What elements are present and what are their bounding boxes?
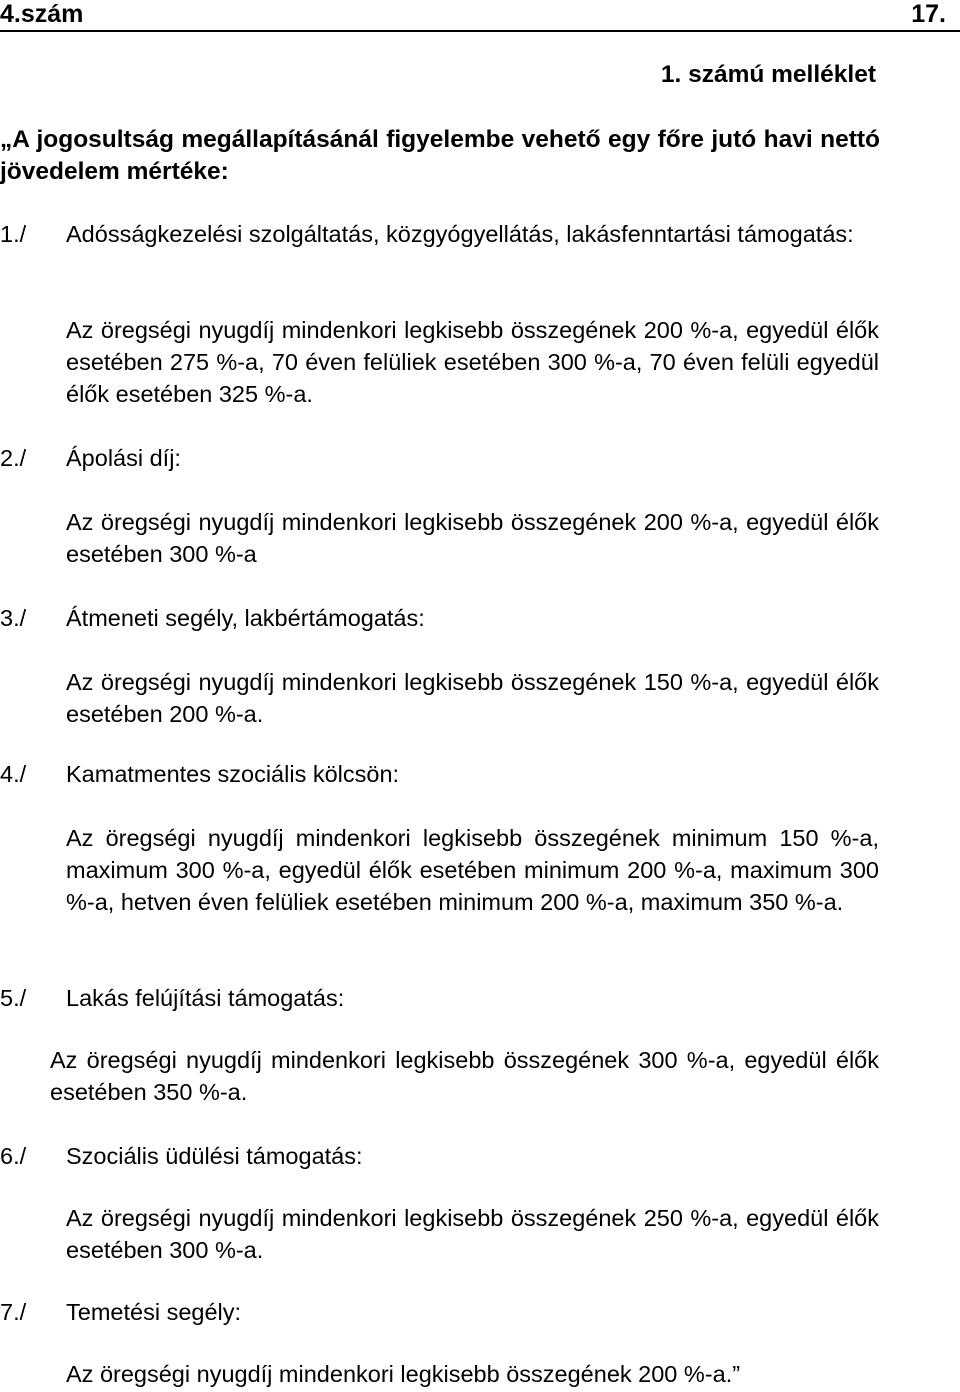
item-3-number: 3./	[0, 605, 27, 631]
item-5-title: Lakás felújítási támogatás:	[66, 985, 345, 1011]
item-3-title: Átmeneti segély, lakbértámogatás:	[66, 605, 425, 631]
annex-label: 1. számú melléklet	[660, 61, 876, 88]
item-4-number: 4./	[0, 761, 27, 787]
item-6-text: Az öregségi nyugdíj mindenkori legkisebb összegének 250 %-a, egyedül élők esetében 300 %-a.	[66, 1205, 879, 1263]
item-4-title: Kamatmentes szociális kölcsön:	[66, 761, 400, 787]
item-6-title: Szociális üdülési támogatás:	[66, 1143, 363, 1169]
item-7-number: 7./	[0, 1299, 27, 1325]
item-1-number: 1./	[0, 221, 27, 247]
header-rule	[0, 30, 960, 32]
item-7-title: Temetési segély:	[66, 1299, 242, 1325]
item-2-title: Ápolási díj:	[66, 445, 181, 471]
page-header	[0, 0, 960, 30]
document-heading: „A jogosultság megállapításánál figyelembe vehető egy főre jutó havi nettó jövedelem mértéke:	[0, 126, 880, 185]
item-1-text: Az öregségi nyugdíj mindenkori legkisebb összegének 200 %-a, egyedül élők esetében 275 %-a, 70 éven felüliek esetében 300 %-a, 70 éven felüli egyedül élők esetében 325 %-a.	[66, 317, 879, 407]
item-4-text: Az öregségi nyugdíj mindenkori legkisebb összegének minimum 150 %-a, maximum 300 %-a, egyedül élők esetében minimum 200 %-a, maximum 300 %-a, hetven éven felüliek esetében minimum 200 %-a, maximum 350 %-a.	[66, 825, 879, 915]
item-7-text: Az öregségi nyugdíj mindenkori legkisebb összegének 200 %-a.”	[66, 1361, 741, 1387]
issue-number: 4.szám	[0, 0, 84, 28]
item-5-number: 5./	[0, 985, 27, 1011]
item-2-number: 2./	[0, 445, 27, 471]
item-5-text: Az öregségi nyugdíj mindenkori legkisebb összegének 300 %-a, egyedül élők esetében 350 %-a.	[50, 1047, 879, 1105]
item-3-text: Az öregségi nyugdíj mindenkori legkisebb összegének 150 %-a, egyedül élők esetében 200 %-a.	[66, 669, 879, 727]
page-number: 17.	[911, 0, 946, 28]
item-2-text: Az öregségi nyugdíj mindenkori legkisebb összegének 200 %-a, egyedül élők esetében 300 %-a	[66, 509, 879, 567]
item-6-number: 6./	[0, 1143, 27, 1169]
item-1-title: Adósságkezelési szolgáltatás, közgyógyellátás, lakásfenntartási támogatás:	[66, 221, 854, 247]
